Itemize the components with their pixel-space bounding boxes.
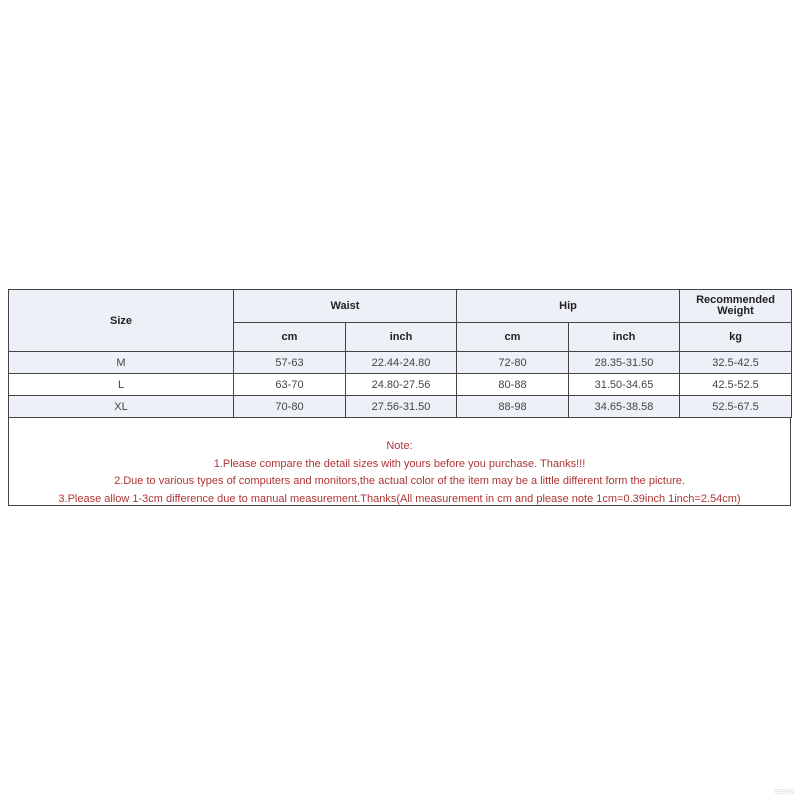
hip-header: Hip — [457, 290, 680, 323]
size-cell: L — [9, 374, 234, 396]
table-cell: 72-80 — [457, 352, 569, 374]
unit-header: cm — [234, 323, 346, 352]
table-cell: 34.65-38.58 — [569, 396, 680, 418]
table-row — [9, 396, 792, 418]
table-cell: 63-70 — [234, 374, 346, 396]
table-cell: 52.5-67.5 — [680, 396, 792, 418]
table-cell: 22.44-24.80 — [346, 352, 457, 374]
note-line: 1.Please compare the detail sizes with yours before you purchase. Thanks!!! — [213, 457, 586, 470]
notes-title: Note: — [386, 440, 413, 452]
table-cell: 32.5-42.5 — [680, 352, 792, 374]
table-cell: 24.80-27.56 — [346, 374, 457, 396]
note-line: 3.Please allow 1-3cm difference due to manual measurement.Thanks(All measurement in cm and please note 1cm=0.39inch 1inch=2.54cm) — [58, 492, 741, 505]
unit-header: inch — [346, 323, 457, 352]
table-row — [9, 374, 792, 396]
size-chart — [8, 289, 791, 506]
size-cell: M — [9, 352, 234, 374]
watermark: BEEN — [774, 789, 794, 796]
unit-header: inch — [569, 323, 680, 352]
table-cell: 31.50-34.65 — [569, 374, 680, 396]
table-row — [9, 352, 792, 374]
note-line: 2.Due to various types of computers and monitors,the actual color of the item may be a little different form the picture. — [114, 475, 685, 487]
notes-box — [8, 418, 791, 506]
waist-header: Waist — [234, 290, 457, 323]
size-header: Size — [9, 290, 234, 352]
table-cell: 88-98 — [457, 396, 569, 418]
table-cell: 42.5-52.5 — [680, 374, 792, 396]
unit-header: cm — [457, 323, 569, 352]
size-table — [8, 289, 792, 418]
table-cell: 27.56-31.50 — [346, 396, 457, 418]
unit-header: kg — [680, 323, 792, 352]
table-cell: 70-80 — [234, 396, 346, 418]
size-cell: XL — [9, 396, 234, 418]
weight-header: Recommended Weight — [680, 290, 792, 323]
table-cell: 80-88 — [457, 374, 569, 396]
table-cell: 28.35-31.50 — [569, 352, 680, 374]
table-cell: 57-63 — [234, 352, 346, 374]
